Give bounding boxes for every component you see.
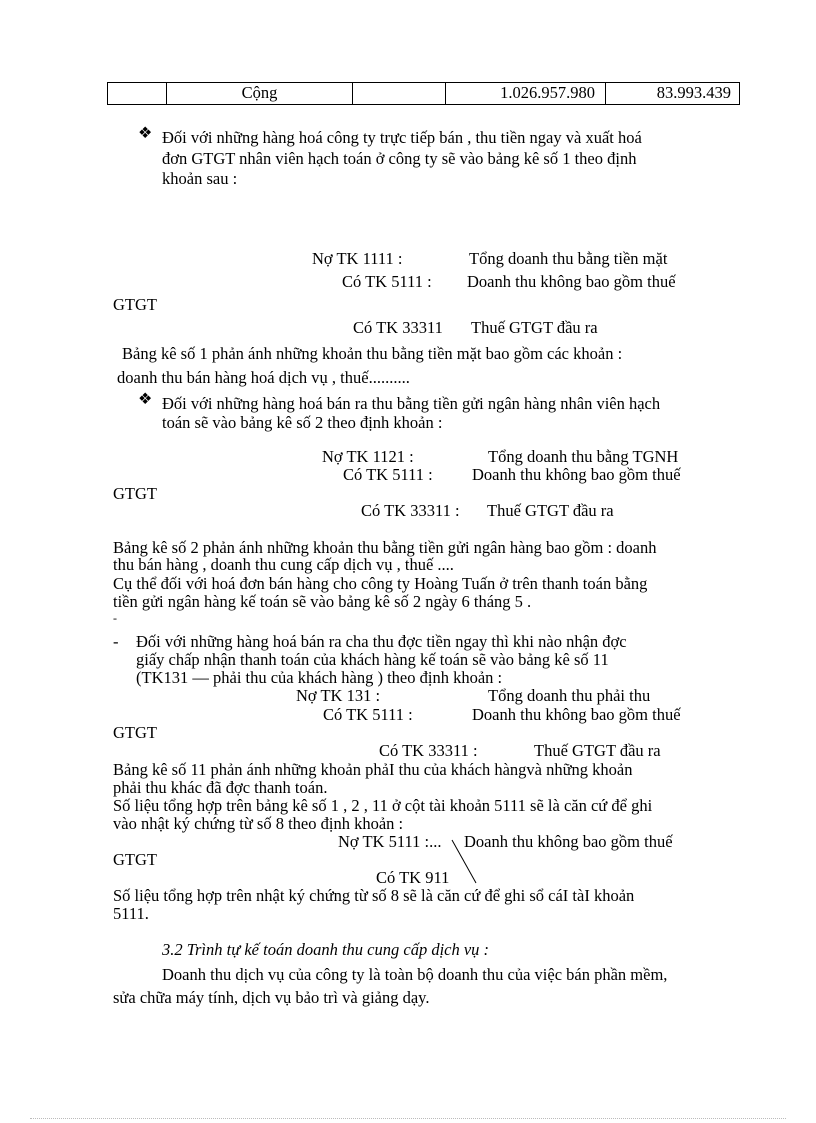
section3-note6: 5111. [113,904,149,923]
entry2-credit2: Có TK 33311 : [361,501,460,520]
entry1-gtgt: GTGT [113,295,157,314]
entry1-credit2: Có TK 33311 [353,318,443,337]
entry3-credit1: Có TK 5111 : [323,705,413,724]
section4-line2: sửa chữa máy tính, dịch vụ bảo trì và giảng dạy. [113,988,430,1007]
page-bottom-divider [30,1118,786,1119]
entry4-desc: Doanh thu không bao gồm thuế [464,832,673,851]
dash-marker: - [113,611,117,625]
section1-line3: khoản sau : [162,169,238,188]
entry4-debit: Nợ TK 5111 :... [338,832,442,851]
section3-note2: phải thu khác đã đợc thanh toán. [113,778,328,797]
section3-note1: Bảng kê số 11 phản ánh những khoản phảI thu của khách hàngvà những khoản [113,760,633,779]
section3-note5: Số liệu tổng hợp trên nhật ký chứng từ số 8 sẽ là căn cứ để ghi sổ cáI tàI khoản [113,886,635,905]
section1-line1: Đối với những hàng hoá công ty trực tiếp bán , thu tiền ngay và xuất hoá [162,128,642,147]
section3-line1: Đối với những hàng hoá bán ra cha thu đợc tiền ngay thì khi nào nhận đợc [136,632,627,651]
entry2-credit2-desc: Thuế GTGT đầu ra [487,501,614,520]
entry1-debit-desc: Tổng doanh thu bằng tiền mặt [469,249,668,268]
section3-line2: giấy chấp nhận thanh toán của khách hàng kế toán sẽ vào bảng kê số 11 [136,650,609,669]
section-heading: 3.2 Trình tự kế toán doanh thu cung cấp dịch vụ : [162,940,490,959]
section3-note4: vào nhật ký chứng từ số 8 theo định khoản : [113,814,404,833]
entry3-credit2: Có TK 33311 : [379,741,478,760]
table-cell-empty [353,83,446,105]
entry2-debit: Nợ TK 1121 : [322,447,414,466]
entry2-gtgt: GTGT [113,484,157,503]
bullet-icon: ❖ [138,391,153,408]
section3-line3: (TK131 — phải thu của khách hàng ) theo định khoản : [136,668,503,687]
entry3-credit2-desc: Thuế GTGT đầu ra [534,741,661,760]
table-cell-empty [108,83,167,105]
summary-table [107,82,740,105]
section1-note1: Bảng kê số 1 phản ánh những khoản thu bằng tiền mặt bao gồm các khoản : [122,344,623,363]
section3-note3: Số liệu tổng hợp trên bảng kê số 1 , 2 , 11 ở cột tài khoản 5111 sẽ là căn cứ để ghi [113,796,653,815]
section2-note3: Cụ thể đối với hoá đơn bán hàng cho công ty Hoàng Tuấn ở trên thanh toán bằng [113,574,648,593]
table-cell-value-1: 1.026.957.980 [446,83,606,105]
table-row [108,83,740,105]
entry3-credit1-desc: Doanh thu không bao gồm thuế [472,705,681,724]
entry3-gtgt: GTGT [113,723,157,742]
entry4-gtgt: GTGT [113,850,157,869]
entry1-credit1-desc: Doanh thu không bao gồm thuế [467,272,676,291]
entry3-debit: Nợ TK 131 : [296,686,381,705]
section1-line2: đơn GTGT nhân viên hạch toán ở công ty sẽ vào bảng kê số 1 theo định [162,149,637,168]
section2-note2: thu bán hàng , doanh thu cung cấp dịch vụ , thuế .... [113,555,454,574]
dash-marker: - [113,632,119,651]
entry2-credit1-desc: Doanh thu không bao gồm thuế [472,465,681,484]
section2-line2: toán sẽ vào bảng kê số 2 theo định khoản : [162,413,443,432]
section1-note2: doanh thu bán hàng hoá dịch vụ , thuế.......... [117,368,410,387]
entry1-debit: Nợ TK 1111 : [312,249,403,268]
section2-note1: Bảng kê số 2 phản ánh những khoản thu bằng tiền gửi ngân hàng bao gồm : doanh [113,538,657,557]
diagonal-line-icon [450,838,480,886]
entry3-debit-desc: Tổng doanh thu phải thu [488,686,651,705]
section2-line1: Đối với những hàng hoá bán ra thu bằng tiền gửi ngân hàng nhân viên hạch [162,394,661,413]
entry2-credit1: Có TK 5111 : [343,465,433,484]
section4-line1: Doanh thu dịch vụ của công ty là toàn bộ doanh thu của việc bán phần mềm, [162,965,668,984]
entry1-credit1: Có TK 5111 : [342,272,432,291]
section2-note4: tiền gửi ngân hàng kế toán sẽ vào bảng kê số 2 ngày 6 tháng 5 . [113,592,532,611]
entry4-credit: Có TK 911 [376,868,450,887]
bullet-icon: ❖ [138,125,153,142]
table-cell-label: Cộng [167,83,353,105]
entry1-credit2-desc: Thuế GTGT đầu ra [471,318,598,337]
table-cell-value-2: 83.993.439 [606,83,740,105]
entry2-debit-desc: Tổng doanh thu bằng TGNH [488,447,679,466]
